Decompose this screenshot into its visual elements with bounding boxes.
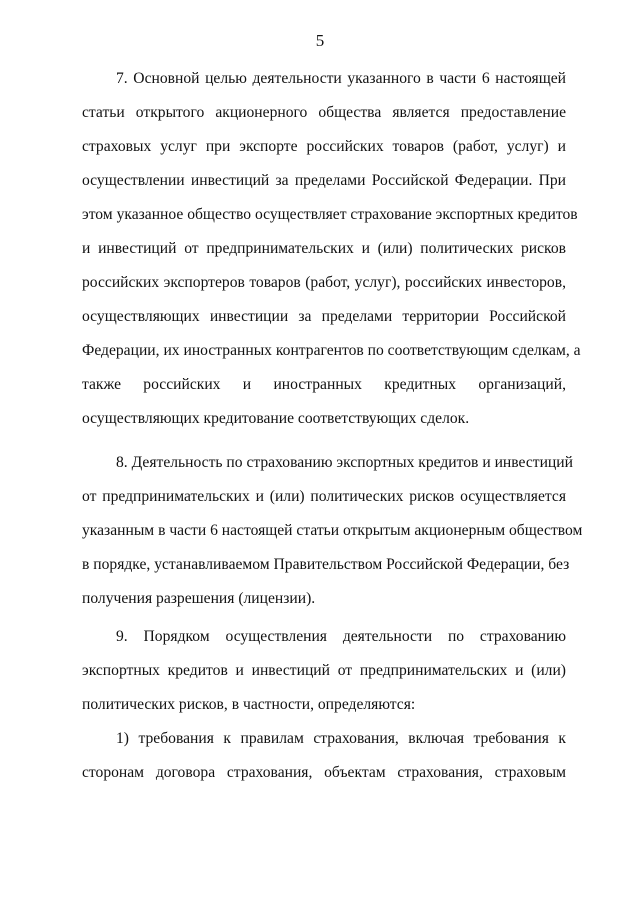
paragraph-line: в порядке, устанавливаемом Правительством Российской Федерации, без (82, 556, 570, 573)
paragraph-line: политических рисков, в частности, определяются: (82, 696, 416, 713)
paragraph-line: также российских и иностранных кредитных организаций, (82, 376, 566, 393)
paragraph-line: 8. Деятельность по страхованию экспортных кредитов и инвестиций (116, 454, 573, 471)
paragraph-line: и инвестиций от предпринимательских и (или) политических рисков (82, 240, 566, 257)
paragraph-line: 9. Порядком осуществления деятельности по страхованию (116, 628, 566, 645)
paragraph-8 (82, 446, 583, 616)
paragraph-9-item-1 (82, 722, 566, 790)
paragraph-line: экспортных кредитов и инвестиций от предпринимательских и (или) (82, 662, 566, 679)
paragraph-line: осуществлении инвестиций за пределами Российской Федерации. При (82, 172, 566, 189)
paragraph-line: российских экспортеров товаров (работ, услуг), российских инвесторов, (82, 274, 566, 291)
paragraph-line: страховых услуг при экспорте российских товаров (работ, услуг) и (82, 138, 566, 155)
paragraph-line: от предпринимательских и (или) политических рисков осуществляется (82, 488, 566, 505)
paragraph-line: 7. Основной целью деятельности указанного в части 6 настоящей (116, 70, 566, 87)
page-number: 5 (315, 31, 325, 50)
paragraph-line: осуществляющих инвестиции за пределами территории Российской (82, 308, 566, 325)
paragraph-line: сторонам договора страхования, объектам страхования, страховым (82, 764, 566, 781)
paragraph-line: указанным в части 6 настоящей статьи открытым акционерным обществом (82, 522, 583, 539)
paragraph-line: Федерации, их иностранных контрагентов по соответствующим сделкам, а (82, 342, 581, 359)
paragraph-line: этом указанное общество осуществляет страхование экспортных кредитов (82, 206, 578, 223)
paragraph-7 (82, 62, 581, 436)
paragraph-line: статьи открытого акционерного общества является предоставление (82, 104, 566, 121)
paragraph-line: 1) требования к правилам страхования, включая требования к (116, 730, 566, 747)
paragraph-9 (82, 620, 566, 722)
paragraph-line: осуществляющих кредитование соответствующих сделок. (82, 410, 470, 427)
paragraph-line: получения разрешения (лицензии). (82, 590, 316, 607)
